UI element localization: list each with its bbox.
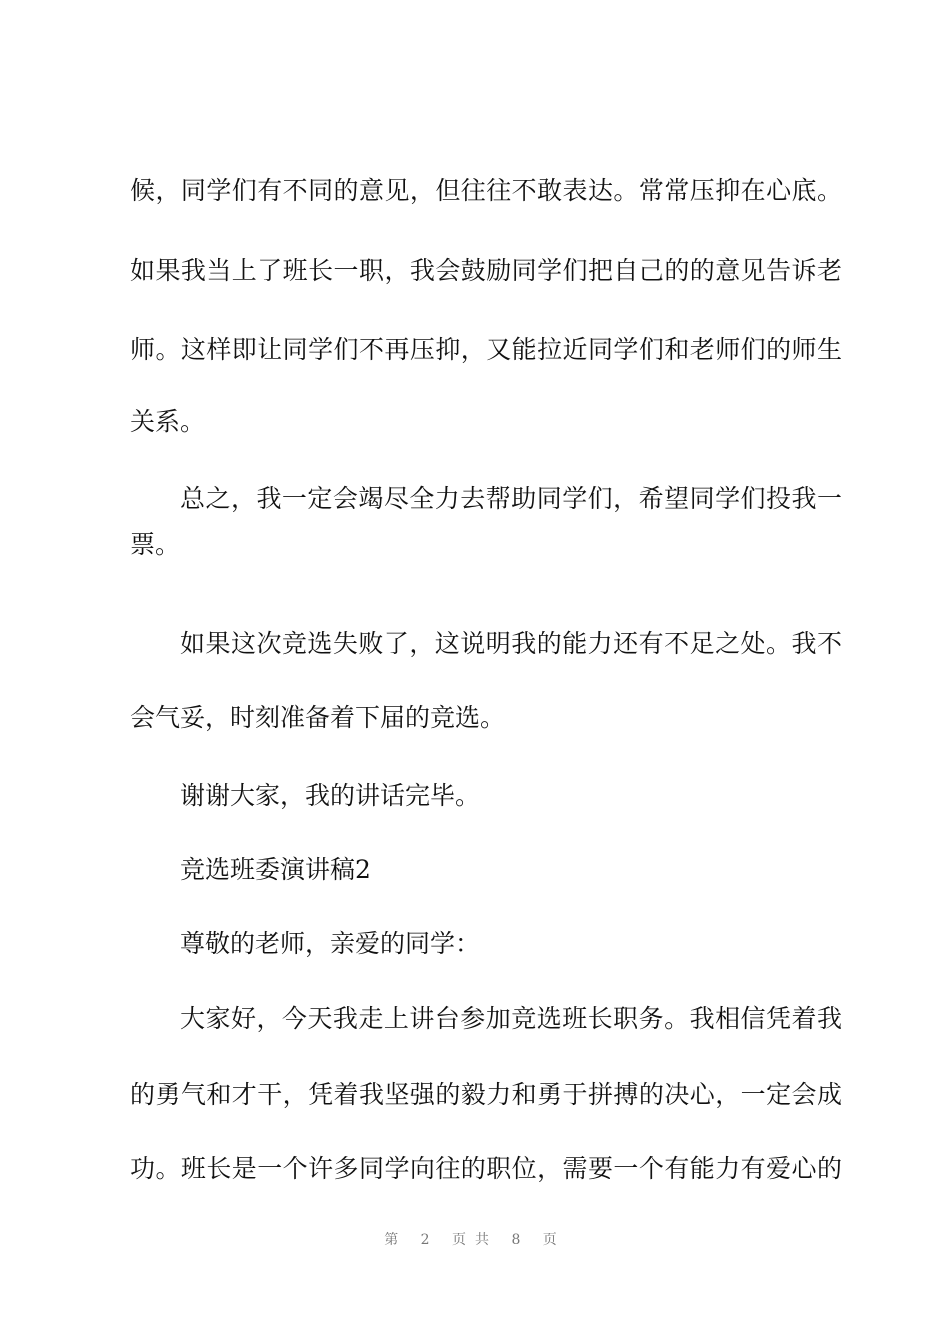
paragraph-line: 谢谢大家，我的讲话完毕。	[180, 781, 481, 810]
paragraph-line: 总之，我一定会竭尽全力去帮助同学们，希望同学们投我一	[180, 484, 842, 513]
paragraph-line: 会气妥，时刻准备着下届的竞选。	[130, 703, 506, 732]
paragraph-line: 关系。	[130, 407, 206, 436]
page-number-footer: 第 2 页共 8 页	[384, 1232, 566, 1248]
section-title: 竞选班委演讲稿2	[180, 855, 371, 884]
paragraph-line: 如果我当上了班长一职，我会鼓励同学们把自己的的意见告诉老	[130, 256, 842, 285]
paragraph-line: 票。	[130, 530, 181, 559]
salutation-line: 尊敬的老师，亲爱的同学：	[180, 929, 481, 958]
paragraph-line: 候，同学们有不同的意见，但往往不敢表达。常常压抑在心底。	[130, 176, 842, 205]
paragraph-line: 功。班长是一个许多同学向往的职位，需要一个有能力有爱心的	[130, 1154, 842, 1183]
paragraph-line: 的勇气和才干，凭着我坚强的毅力和勇于拼搏的决心，一定会成	[130, 1080, 842, 1109]
paragraph-line: 如果这次竞选失败了，这说明我的能力还有不足之处。我不	[180, 629, 842, 658]
paragraph-line: 大家好，今天我走上讲台参加竞选班长职务。我相信凭着我	[180, 1004, 842, 1033]
paragraph-line: 师。这样即让同学们不再压抑，又能拉近同学们和老师们的师生	[130, 335, 842, 364]
